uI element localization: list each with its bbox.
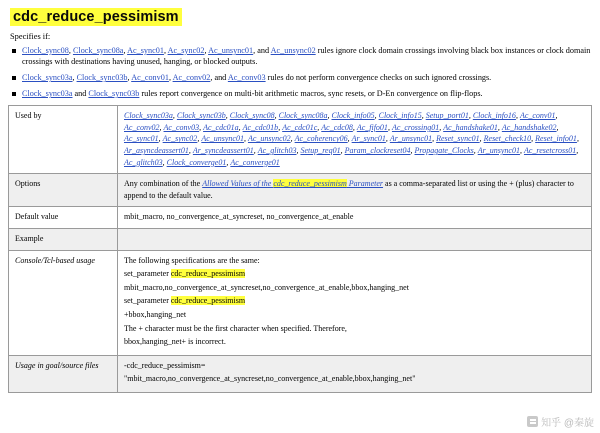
bullet-text: and bbox=[72, 89, 89, 99]
allowed-values-link-parameter: cdc_reduce_pessimism bbox=[273, 179, 347, 189]
usage-line: bbox,hanging_net+ is incorrect. bbox=[124, 337, 226, 347]
row-value bbox=[118, 174, 592, 207]
rule-link[interactable]: Clock_sync03b bbox=[88, 89, 140, 99]
row-value bbox=[118, 250, 592, 355]
row-value: Clock_sync03a, Clock_sync03b, Clock_sync08, Clock_sync08a, Clock_info05, Clock_info15, Setup_port01, Clock_info16, Ac_conv01, Ac_conv02, Ac_conv03, Ac_cdc01a, Ac_cdc01b, Ac_cdc01c, Ac_cdc08, Ac_fifo01, Ac_crossing01, Ac_handshake01, Ac_handshake02, Ac_sync01, Ac_sync02, Ac_unsync01, Ac_unsync02, Ac_coherency06, Ar_sync01, Ar_unsync01, Reset_sync01, Reset_check10, Reset_info01, Ar_asyncdeassert01, Ar_syncdeassert01, Ac_glitch03, Setup_req01, Param_clockreset04, Propagate_Clocks, Ar_unsync01, Ac_resetcross01, Ac_glitch03, Clock_converge01, Ac_converge01 bbox=[118, 106, 592, 174]
row-value bbox=[118, 229, 592, 251]
usage-command-prefix: set_parameter bbox=[124, 296, 171, 306]
rule-link[interactable]: Clock_sync03a bbox=[22, 73, 73, 83]
bullet-text: rules do not perform convergence checks on such ignored crossings. bbox=[265, 73, 492, 83]
table-row bbox=[9, 355, 592, 392]
used-by-link[interactable]: Param_clockreset04 bbox=[344, 146, 411, 156]
row-value bbox=[118, 355, 592, 392]
row-label: Default value bbox=[9, 207, 118, 229]
used-by-link[interactable]: Ac_glitch03 bbox=[257, 146, 297, 156]
rule-link[interactable]: Clock_sync03a bbox=[22, 89, 73, 99]
used-by-link[interactable]: Clock_sync03a bbox=[124, 111, 173, 121]
rule-link[interactable]: Clock_sync08a bbox=[72, 46, 124, 55]
used-by-link[interactable]: Ar_unsync01 bbox=[389, 134, 433, 144]
used-by-link[interactable]: Ac_sync01 bbox=[124, 134, 159, 144]
rule-link[interactable]: Ac_sync02 bbox=[167, 46, 205, 55]
used-by-link[interactable]: Clock_sync08a bbox=[278, 111, 328, 121]
page-title: cdc_reduce_pessimism bbox=[10, 8, 182, 26]
usage-line: -cdc_reduce_pessimism= bbox=[124, 360, 206, 370]
usage-line: "mbit_macro,no_convergence_at_syncreset,no_convergence_at_enable,bbox,hanging_net" bbox=[124, 374, 416, 384]
used-by-link[interactable]: Clock_info15 bbox=[378, 111, 422, 121]
bullet-text: , bbox=[72, 73, 77, 83]
table-row bbox=[9, 250, 592, 355]
used-by-link[interactable]: Ac_crossing01 bbox=[391, 122, 440, 132]
used-by-link[interactable]: Setup_port01 bbox=[425, 111, 469, 121]
watermark bbox=[527, 414, 594, 429]
row-label: Used by bbox=[9, 106, 118, 174]
used-by-link[interactable]: Clock_sync08 bbox=[229, 111, 275, 121]
bullet-item bbox=[8, 72, 592, 83]
usage-line bbox=[124, 268, 585, 280]
used-by-link[interactable]: Ac_unsync02 bbox=[247, 134, 291, 144]
used-by-link[interactable]: Ar_unsync01 bbox=[477, 146, 520, 156]
row-value: mbit_macro, no_convergence_at_syncreset, no_convergence_at_enable bbox=[118, 207, 592, 229]
bullet-text: , and bbox=[210, 73, 228, 83]
used-by-link[interactable]: Ac_conv03 bbox=[163, 122, 200, 132]
bullet-item bbox=[8, 45, 592, 67]
used-by-link[interactable]: Ac_cdc08 bbox=[321, 122, 353, 132]
specifies-label: Specifies if: bbox=[10, 32, 51, 41]
used-by-link[interactable]: Setup_req01 bbox=[300, 146, 341, 156]
watermark-text: 知乎 @秦旋 bbox=[541, 418, 594, 429]
used-by-link[interactable]: Ac_cdc01b bbox=[242, 122, 279, 132]
used-by-link[interactable]: Ac_cdc01c bbox=[282, 122, 318, 132]
rule-link[interactable]: Ac_conv02 bbox=[172, 73, 211, 83]
rule-link[interactable]: Clock_sync08 bbox=[22, 46, 69, 55]
used-by-link[interactable]: Ac_resetcross01 bbox=[523, 146, 577, 156]
used-by-link[interactable]: Ac_unsync01 bbox=[201, 134, 244, 144]
bullet-list bbox=[8, 45, 592, 99]
used-by-link[interactable]: Ac_handshake02 bbox=[501, 122, 557, 132]
table-row bbox=[9, 174, 592, 207]
row-label: Options bbox=[9, 174, 118, 207]
used-by-link[interactable]: Reset_check10 bbox=[483, 134, 532, 144]
usage-command-prefix: set_parameter bbox=[124, 269, 171, 279]
rule-link[interactable]: Ac_sync01 bbox=[127, 46, 164, 55]
bullet-text: rules report convergence on multi-bit arithmetic macros, sync resets, or D-En convergence on flip-flops. bbox=[139, 89, 483, 99]
used-by-link[interactable]: Ac_handshake01 bbox=[443, 122, 498, 132]
used-by-link[interactable]: Clock_converge01 bbox=[166, 157, 227, 167]
used-by-link[interactable]: Ac_conv02 bbox=[124, 122, 160, 132]
used-by-link[interactable]: Ac_glitch03 bbox=[124, 157, 163, 167]
used-by-link[interactable]: Ac_cdc01a bbox=[203, 122, 239, 132]
bullet-text: , bbox=[123, 46, 128, 55]
rule-link[interactable]: Ac_unsync02 bbox=[270, 46, 316, 55]
table-row bbox=[9, 106, 592, 174]
usage-line: The following specifications are the same: bbox=[124, 255, 260, 265]
used-by-link[interactable]: Ac_coherency06 bbox=[294, 134, 348, 144]
table-row bbox=[9, 207, 592, 229]
rule-link[interactable]: Clock_sync03b bbox=[76, 73, 128, 83]
bullet-text: , bbox=[163, 46, 168, 55]
usage-line: mbit_macro,no_convergence_at_syncreset,no_convergence_at_enable,bbox,hanging_net bbox=[124, 282, 409, 292]
allowed-values-link[interactable] bbox=[202, 179, 383, 188]
row-label: Example bbox=[9, 229, 118, 251]
options-text-before: Any combination of the bbox=[124, 179, 203, 189]
used-by-link[interactable]: Clock_sync03b bbox=[176, 111, 226, 121]
properties-table bbox=[8, 105, 592, 393]
used-by-link[interactable]: Ac_converge01 bbox=[230, 157, 280, 167]
rule-link[interactable]: Ac_conv01 bbox=[131, 73, 169, 83]
bullet-text: , and bbox=[253, 46, 271, 55]
used-by-link[interactable]: Ar_asyncdeassert01 bbox=[124, 146, 189, 156]
usage-parameter-name: cdc_reduce_pessimism bbox=[170, 269, 246, 279]
bullet-item bbox=[8, 88, 592, 99]
used-by-link[interactable]: Ac_fifo01 bbox=[356, 122, 388, 132]
table-row bbox=[9, 229, 592, 251]
used-by-link[interactable]: Ac_sync02 bbox=[162, 134, 198, 144]
used-by-link[interactable]: Reset_sync01 bbox=[436, 134, 480, 144]
row-label: Console/Tcl-based usage bbox=[9, 250, 118, 355]
used-by-link[interactable]: Ar_syncdeassert01 bbox=[192, 146, 254, 156]
used-by-link[interactable]: Ac_conv01 bbox=[519, 111, 556, 121]
rule-link[interactable]: Ac_unsync01 bbox=[208, 46, 254, 55]
row-label: Usage in goal/source files bbox=[9, 355, 118, 392]
options-text-after: as a comma-separated list or using the + (plus) character to append to the default value. bbox=[124, 179, 574, 200]
usage-line bbox=[124, 295, 585, 307]
bullet-text: , bbox=[168, 73, 173, 83]
usage-line: The + character must be the first character when specified. Therefore, bbox=[124, 323, 347, 333]
watermark-logo-icon bbox=[527, 416, 538, 427]
bullet-text: , bbox=[68, 46, 73, 55]
used-by-link[interactable]: Clock_info16 bbox=[472, 111, 516, 121]
used-by-link[interactable]: Reset_info01 bbox=[535, 134, 577, 144]
bullet-text: rules ignore clock domain crossings involving black box instances or clock domain crossings with destinations having unused, hanging, or blocked outputs. bbox=[22, 46, 591, 67]
bullet-text: , bbox=[127, 73, 132, 83]
used-by-link[interactable]: Ar_sync01 bbox=[351, 134, 386, 144]
usage-line: +bbox,hanging_net bbox=[124, 309, 187, 319]
allowed-values-link-suffix: Parameter bbox=[346, 179, 384, 189]
used-by-link[interactable]: Propagate_Clocks bbox=[414, 146, 474, 156]
allowed-values-link-prefix: Allowed Values of the bbox=[202, 179, 274, 189]
used-by-link[interactable]: Clock_info05 bbox=[331, 111, 375, 121]
bullet-text: , bbox=[204, 46, 209, 55]
rule-link[interactable]: Ac_conv03 bbox=[227, 73, 266, 83]
usage-parameter-name: cdc_reduce_pessimism bbox=[170, 296, 246, 306]
